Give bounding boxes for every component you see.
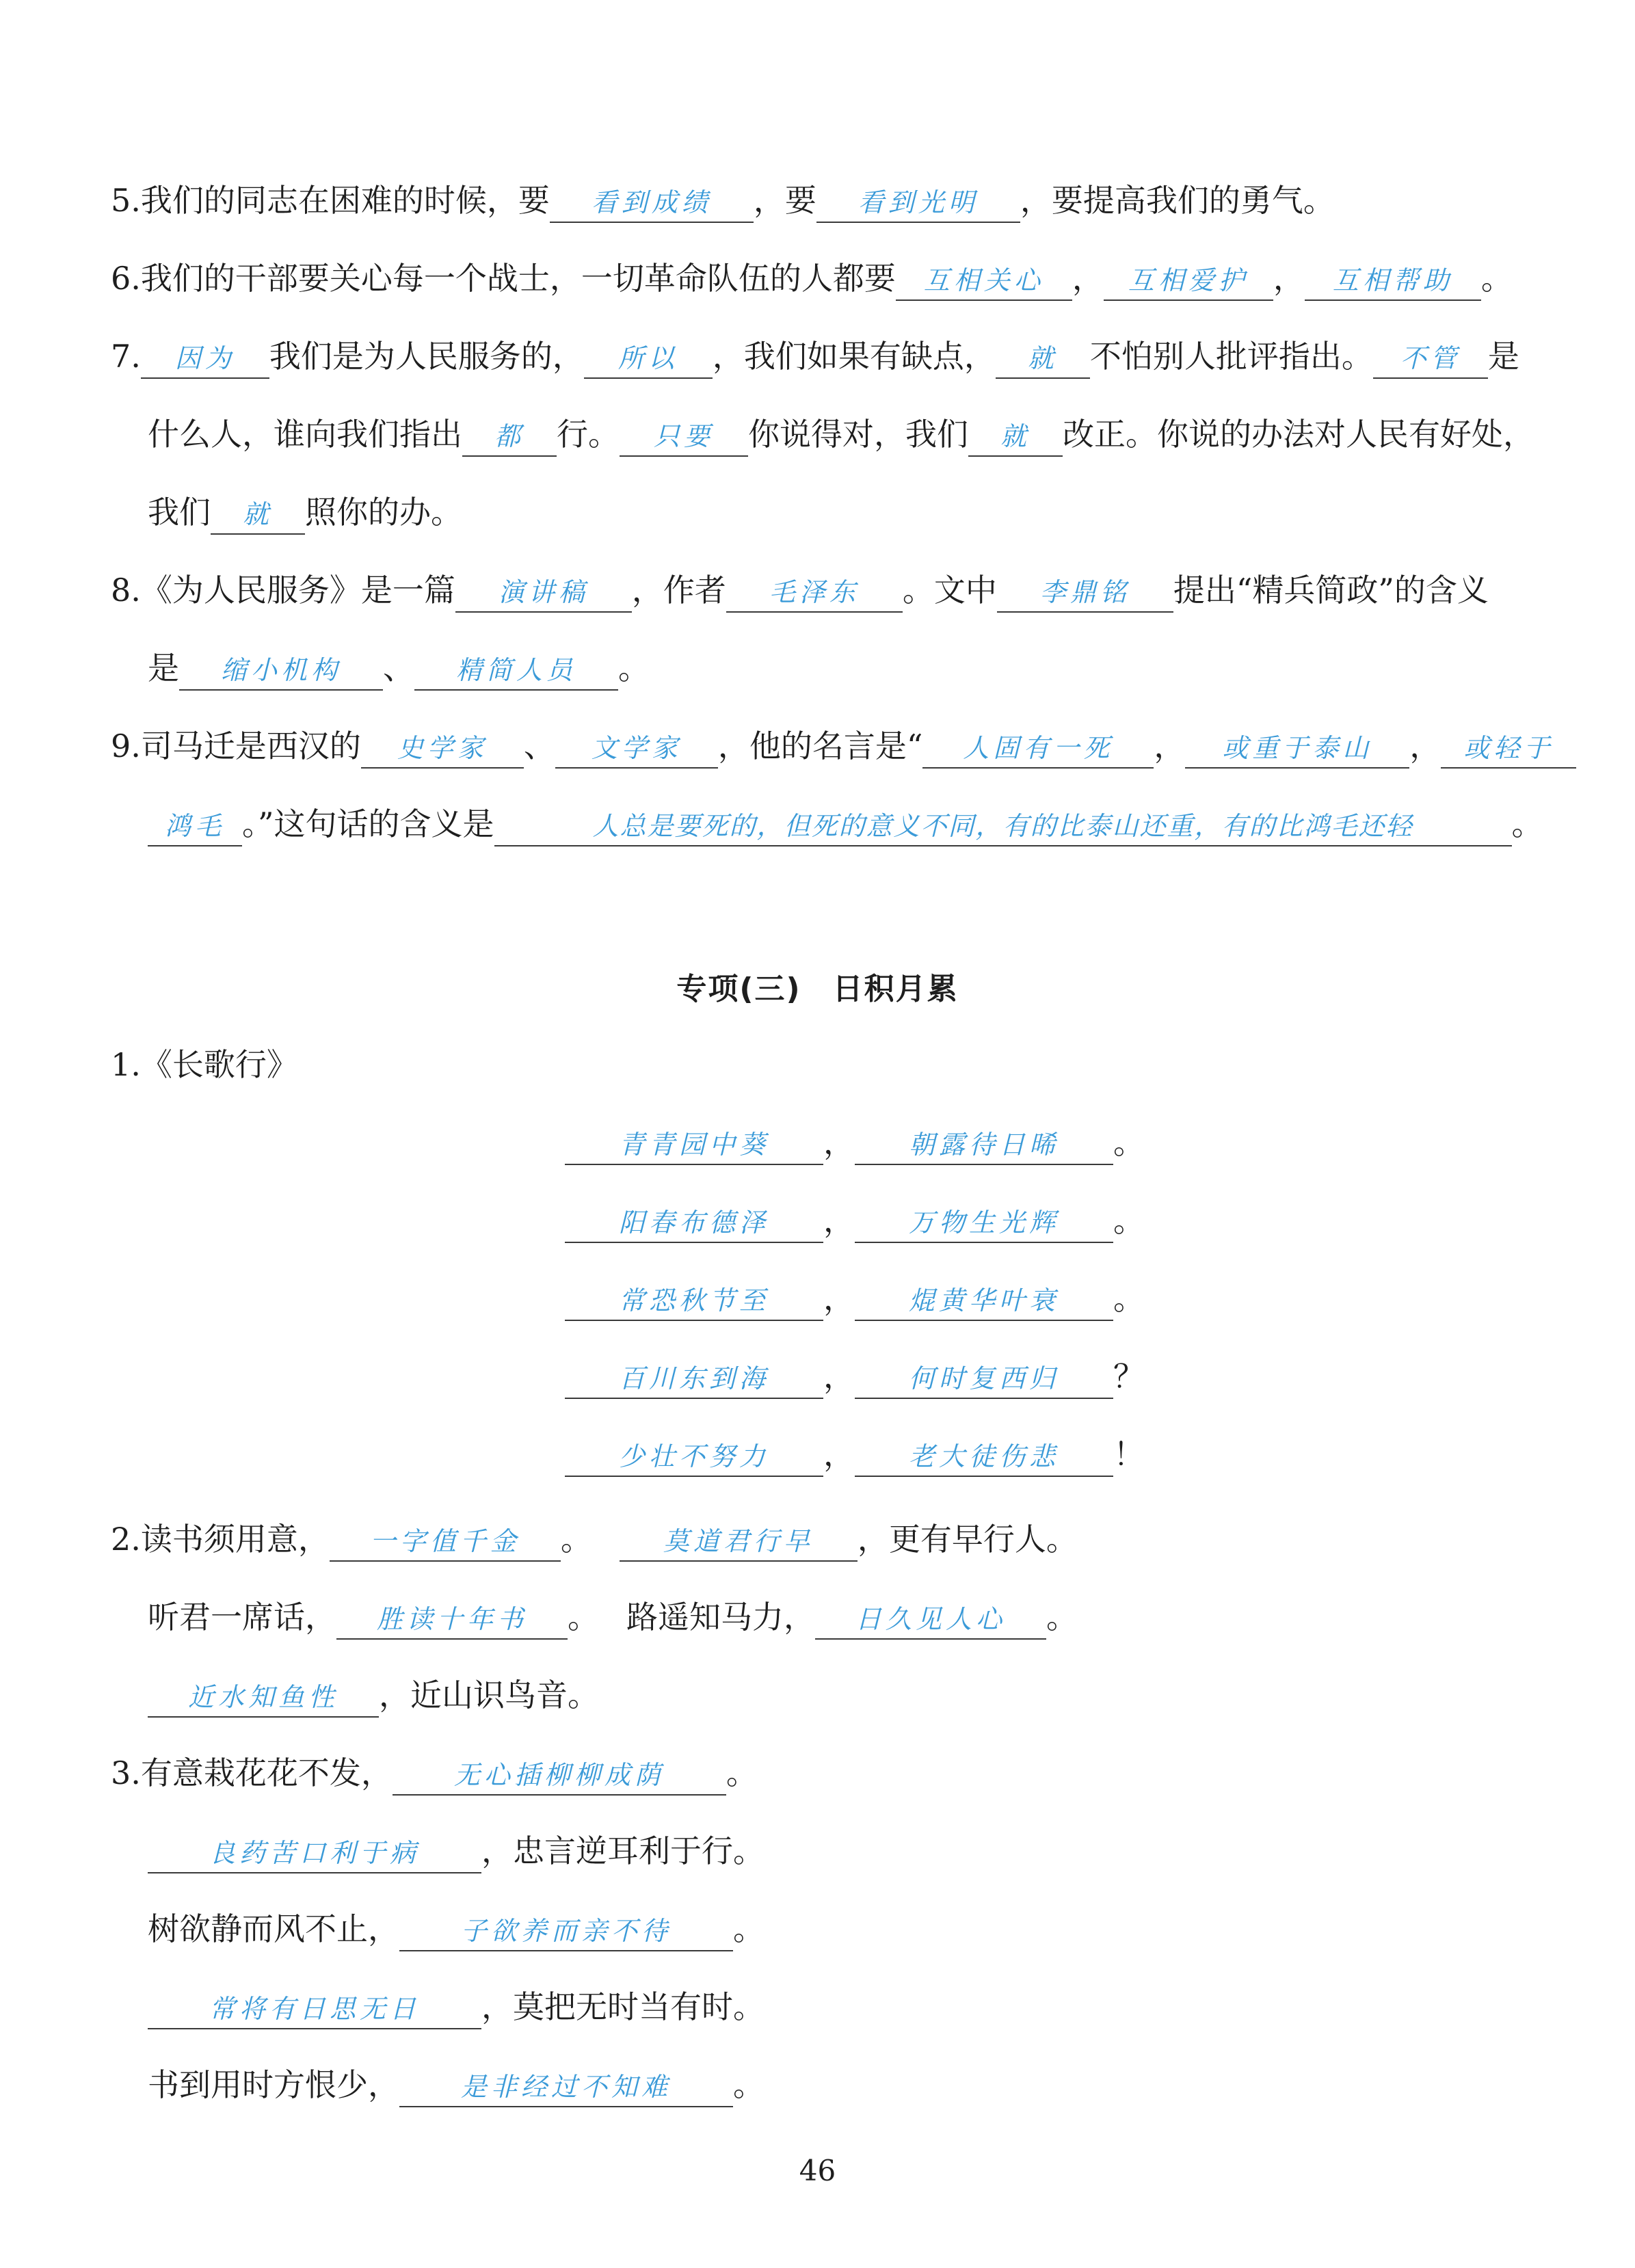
answer-blank: 互相关心 xyxy=(896,261,1072,301)
text: 行。 xyxy=(557,416,620,453)
answer-blank: 阳春布德泽 xyxy=(565,1203,823,1243)
question-number: 5. xyxy=(111,182,141,219)
answer-blank: 胜读十年书 xyxy=(336,1600,568,1640)
answer-blank: 良药苦口利于病 xyxy=(148,1834,481,1873)
answer-blank: 何时复西归 xyxy=(855,1359,1113,1399)
text: 树欲静而风不止， xyxy=(148,1910,399,1947)
section-title: 专项(三) 日积月累 xyxy=(676,972,959,1006)
text: ，他的名言是“ xyxy=(717,728,923,764)
answer-blank: 看到光明 xyxy=(816,183,1020,223)
text: 。 xyxy=(726,1755,758,1791)
answer-blank: 莫道君行早 xyxy=(620,1522,858,1562)
text: 我们是为人民服务的， xyxy=(269,338,584,375)
punctuation: ， xyxy=(823,1358,855,1395)
text: 、 xyxy=(523,728,555,764)
section-2-line-2 xyxy=(148,1596,1078,1640)
answer-blank: 就 xyxy=(996,339,1090,379)
text: 《为人民服务》是一篇 xyxy=(140,572,455,609)
punctuation: 。 xyxy=(1113,1202,1145,1239)
answer-blank: 文学家 xyxy=(555,729,718,769)
poem-title: 1.《长歌行》 xyxy=(111,1046,298,1083)
answer-blank: 常将有日思无日 xyxy=(148,1990,481,2029)
answer-blank: 万物生光辉 xyxy=(855,1203,1113,1243)
text: 是 xyxy=(148,650,179,686)
text: 有意栽花花不发， xyxy=(140,1755,393,1791)
question-number: 7. xyxy=(111,338,141,375)
punctuation: ？ xyxy=(1113,1358,1145,1395)
text: 什么人，谁向我们指出 xyxy=(148,416,462,453)
answer-blank: 看到成绩 xyxy=(550,183,754,223)
answer-blank: 焜黄华叶衰 xyxy=(855,1281,1113,1321)
section-2-line-3 xyxy=(148,1674,599,1718)
page-number: 46 xyxy=(799,2154,836,2187)
poem-line xyxy=(565,1277,1145,1321)
poem-line xyxy=(565,1355,1145,1399)
punctuation: 。 xyxy=(1113,1280,1145,1317)
answer-blank: 百川东到海 xyxy=(565,1359,823,1399)
text: ， xyxy=(1154,728,1186,764)
question-8-line-2 xyxy=(148,647,650,691)
answer-blank: 不管 xyxy=(1373,339,1488,379)
text: 我们的干部要关心每一个战士，一切革命队伍的人都要 xyxy=(140,260,896,297)
question-7-line-3 xyxy=(148,491,462,535)
text: 。 xyxy=(1480,260,1513,297)
text: 。 xyxy=(618,650,650,686)
answer-blank: 互相爱护 xyxy=(1104,261,1273,301)
section-3-line-5 xyxy=(148,2064,765,2107)
answer-blank: 日久见人心 xyxy=(815,1600,1046,1640)
section-3 xyxy=(111,1752,758,1796)
text: 我们 xyxy=(148,494,211,531)
question-7-line-2 xyxy=(148,413,1534,457)
text: 书到用时方恨少， xyxy=(148,2066,399,2103)
text: 读书须用意， xyxy=(140,1521,330,1558)
answer-blank: 缩小机构 xyxy=(179,651,383,691)
section-3-line-4 xyxy=(148,1986,765,2029)
section-3-line-3 xyxy=(148,1908,765,1951)
question-9-line-2 xyxy=(148,803,1543,846)
text: 。 xyxy=(733,2066,765,2103)
text: ，要 xyxy=(753,182,816,219)
section-3-line-2 xyxy=(148,1830,765,1873)
poem-line xyxy=(565,1199,1145,1243)
question-7 xyxy=(111,335,1519,379)
answer-blank: 老大徒伤悲 xyxy=(855,1437,1113,1477)
answer-blank: 青青园中葵 xyxy=(565,1125,823,1165)
answer-blank: 史学家 xyxy=(361,729,524,769)
text: ，莫把无时当有时。 xyxy=(481,1988,765,2025)
answer-blank: 只要 xyxy=(620,417,748,457)
text: 。 xyxy=(568,1599,599,1636)
text: 。文中 xyxy=(902,572,997,609)
text: ， xyxy=(1273,260,1305,297)
text: 、 xyxy=(383,650,414,686)
punctuation: 。 xyxy=(1113,1124,1145,1161)
text: 我们的同志在困难的时候，要 xyxy=(140,182,550,219)
text: ，更有早行人。 xyxy=(857,1521,1078,1558)
question-number: 8. xyxy=(111,572,141,609)
answer-blank: 人总是要死的，但死的意义不同，有的比泰山还重，有的比鸿毛还轻 xyxy=(494,807,1512,846)
text: ，作者 xyxy=(631,572,726,609)
answer-blank: 都 xyxy=(462,417,557,457)
question-8 xyxy=(111,569,1489,613)
answer-blank: 朝露待日晞 xyxy=(855,1125,1113,1165)
answer-blank: 无心插柳柳成荫 xyxy=(393,1756,726,1796)
answer-blank: 就 xyxy=(211,495,305,535)
answer-blank: 子欲养而亲不待 xyxy=(399,1912,733,1951)
text: 。”这句话的含义是 xyxy=(242,805,494,842)
answer-blank: 鸿毛 xyxy=(148,807,242,846)
answer-blank: 毛泽东 xyxy=(726,573,903,613)
punctuation: ， xyxy=(823,1436,855,1473)
poem-line xyxy=(565,1121,1145,1165)
text: 听君一席话， xyxy=(148,1599,336,1636)
text: 改正。你说的办法对人民有好处， xyxy=(1063,416,1534,453)
punctuation: ！ xyxy=(1113,1436,1145,1473)
section-2 xyxy=(111,1518,1078,1562)
answer-blank: 因为 xyxy=(141,339,269,379)
punctuation: ， xyxy=(823,1202,855,1239)
answer-blank: 近水知鱼性 xyxy=(148,1678,379,1718)
answer-blank: 演讲稿 xyxy=(455,573,632,613)
question-number: 6. xyxy=(111,260,141,297)
text: 提出“精兵简政”的含义 xyxy=(1173,572,1489,609)
answer-blank: 少壮不努力 xyxy=(565,1437,823,1477)
answer-blank: 就 xyxy=(968,417,1063,457)
text: 。 xyxy=(733,1910,765,1947)
text: 是 xyxy=(1487,338,1519,375)
text: 照你的办。 xyxy=(305,494,462,531)
question-number: 9. xyxy=(111,728,141,764)
answer-blank: 李鼎铭 xyxy=(997,573,1173,613)
answer-blank: 互相帮助 xyxy=(1305,261,1481,301)
question-5 xyxy=(111,179,1335,223)
text: 路遥知马力， xyxy=(626,1599,815,1636)
text: ，近山识鸟音。 xyxy=(379,1677,599,1713)
answer-blank: 常恐秋节至 xyxy=(565,1281,823,1321)
text: 你说得对，我们 xyxy=(748,416,968,453)
text: ， xyxy=(1409,728,1441,764)
text: ，要提高我们的勇气。 xyxy=(1020,182,1335,219)
answer-blank: 或轻于 xyxy=(1441,729,1576,769)
punctuation: ， xyxy=(823,1124,855,1161)
answer-blank: 精简人员 xyxy=(414,651,618,691)
question-number: 3. xyxy=(111,1755,141,1791)
text: 。 xyxy=(1046,1599,1078,1636)
text: ，我们如果有缺点， xyxy=(712,338,996,375)
answer-blank: 一字值千金 xyxy=(330,1522,561,1562)
text: 不怕别人批评指出。 xyxy=(1089,338,1373,375)
text: ，忠言逆耳利于行。 xyxy=(481,1832,765,1869)
answer-blank: 是非经过不知难 xyxy=(399,2068,733,2107)
answer-blank: 人固有一死 xyxy=(922,729,1154,769)
text: 。 xyxy=(1511,805,1543,842)
question-9 xyxy=(111,725,1576,769)
text: 司马迁是西汉的 xyxy=(140,728,361,764)
text: ， xyxy=(1072,260,1104,297)
answer-blank: 所以 xyxy=(584,339,713,379)
question-number: 2. xyxy=(111,1521,141,1558)
text: 。 xyxy=(560,1521,592,1558)
answer-blank: 或重于泰山 xyxy=(1185,729,1409,769)
question-6 xyxy=(111,257,1513,301)
poem-line xyxy=(565,1433,1145,1477)
punctuation: ， xyxy=(823,1280,855,1317)
